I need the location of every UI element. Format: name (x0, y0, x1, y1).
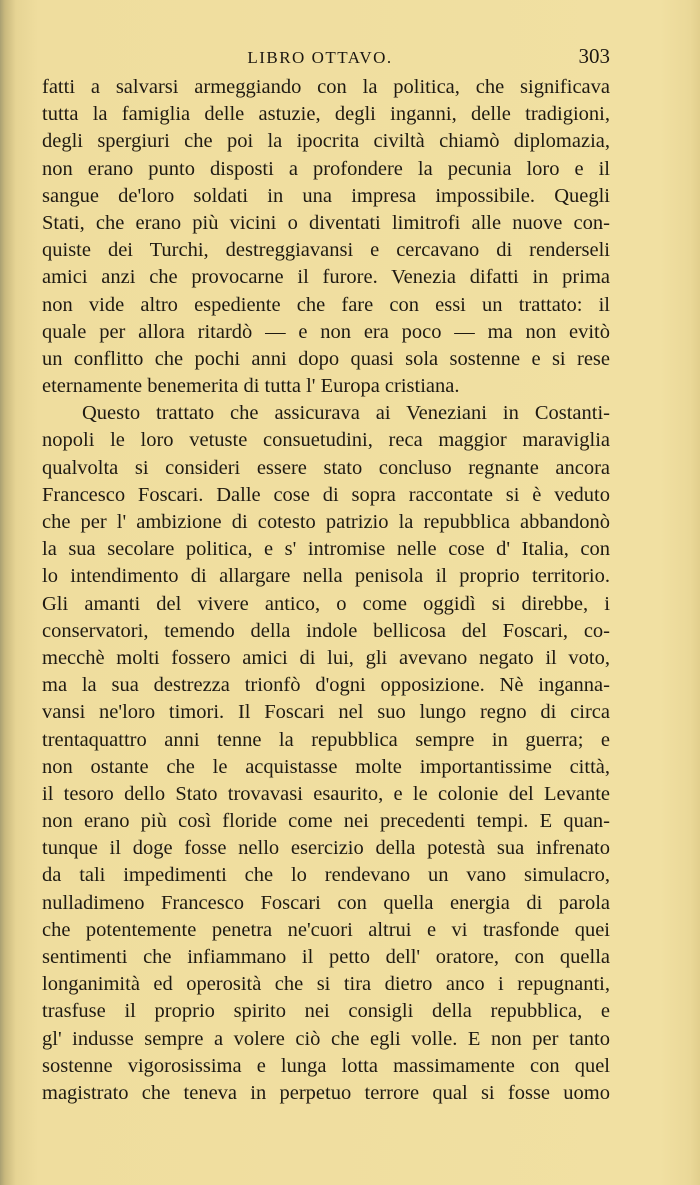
text-line: non erano punto disposti a profondere la pecunia loro e il (42, 157, 610, 180)
text-line: Francesco Foscari. Dalle cose di sopra raccontate si è veduto (42, 483, 610, 506)
text-line: nopoli le loro vetuste consuetudini, reca maggior maraviglia (42, 429, 610, 452)
text-line: non erano più così floride come nei precedenti tempi. E quan- (42, 810, 610, 833)
text-line: ma la sua destrezza trionfò d'ogni opposizione. Nè inganna- (42, 674, 610, 697)
text-line: trasfuse il proprio spirito nei consigli della repubblica, e (42, 1000, 610, 1023)
text-line: il tesoro dello Stato trovavasi esaurito, e le colonie del Levante (42, 782, 610, 805)
body-text (42, 74, 610, 1107)
text-line: tunque il doge fosse nello esercizio della potestà sua infrenato (42, 837, 610, 860)
text-line: la sua secolare politica, e s' intromise nelle cose d' Italia, con (42, 538, 610, 561)
text-line: Stati, che erano più vicini o diventati limitrofi alle nuove con- (42, 211, 610, 234)
text-line: qualvolta si consideri essere stato concluso regnante ancora (42, 456, 610, 479)
text-line: amici anzi che provocarne il furore. Venezia difatti in prima (42, 266, 610, 289)
text-line: non ostante che le acquistasse molte importantissime città, (42, 755, 610, 778)
paragraph-1 (42, 74, 610, 400)
text-line: sostenne vigorosissima e lunga lotta massimamente con quel (42, 1054, 610, 1077)
text-line: sangue de'loro soldati in una impresa impossibile. Quegli (42, 184, 610, 207)
text-line: conservatori, temendo della indole bellicosa del Foscari, co- (42, 619, 610, 642)
text-line: longanimità ed operosità che si tira dietro anco i repugnanti, (42, 973, 610, 996)
text-line: gl' indusse sempre a volere ciò che egli volle. E non per tanto (42, 1027, 610, 1050)
text-line: eternamente benemerita di tutta l' Europa cristiana. (42, 375, 460, 398)
text-line: da tali impedimenti che lo rendevano un vano simulacro, (42, 864, 610, 887)
running-head (0, 44, 700, 74)
text-line: degli spergiuri che poi la ipocrita civiltà chiamò diplomazia, (42, 130, 610, 153)
paragraph-2 (42, 400, 610, 1107)
text-line: che per l' ambizione di cotesto patrizio la repubblica abbandonò (42, 511, 610, 533)
text-line: Gli amanti del vivere antico, o come oggidì si direbbe, i (42, 592, 610, 615)
text-line: che potentemente penetra ne'cuori altrui e vi trasfonde quei (42, 918, 610, 941)
text-line: nulladimeno Francesco Foscari con quella energia di parola (42, 891, 610, 914)
text-line: quale per allora ritardò — e non era poco — ma non evitò (42, 320, 610, 343)
text-line: Questo trattato che assicurava ai Veneziani in Costanti- (82, 402, 610, 425)
text-line: lo intendimento di allargare nella penisola il proprio territorio. (42, 565, 610, 588)
text-line: quiste dei Turchi, destreggiavansi e cercavano di renderseli (42, 239, 610, 262)
text-line: sentimenti che infiammano il petto dell' oratore, con quella (42, 946, 610, 968)
text-line: un conflitto che pochi anni dopo quasi sola sostenne e si rese (42, 347, 610, 370)
page-number: 303 (578, 44, 610, 68)
text-line: mecchè molti fossero amici di lui, gli avevano negato il voto, (42, 646, 610, 669)
text-line: trentaquattro anni tenne la repubblica sempre in guerra; e (42, 728, 610, 751)
text-line: magistrato che teneva in perpetuo terrore qual si fosse uomo (42, 1081, 610, 1104)
running-title: LIBRO OTTAVO. (247, 48, 393, 67)
text-line: fatti a salvarsi armeggiando con la politica, che significava (42, 76, 610, 98)
text-line: tutta la famiglia delle astuzie, degli inganni, delle tradigioni, (42, 103, 610, 126)
text-line: vansi ne'loro timori. Il Foscari nel suo lungo regno di circa (42, 701, 610, 724)
text-line: non vide altro espediente che fare con essi un trattato: il (42, 293, 610, 316)
